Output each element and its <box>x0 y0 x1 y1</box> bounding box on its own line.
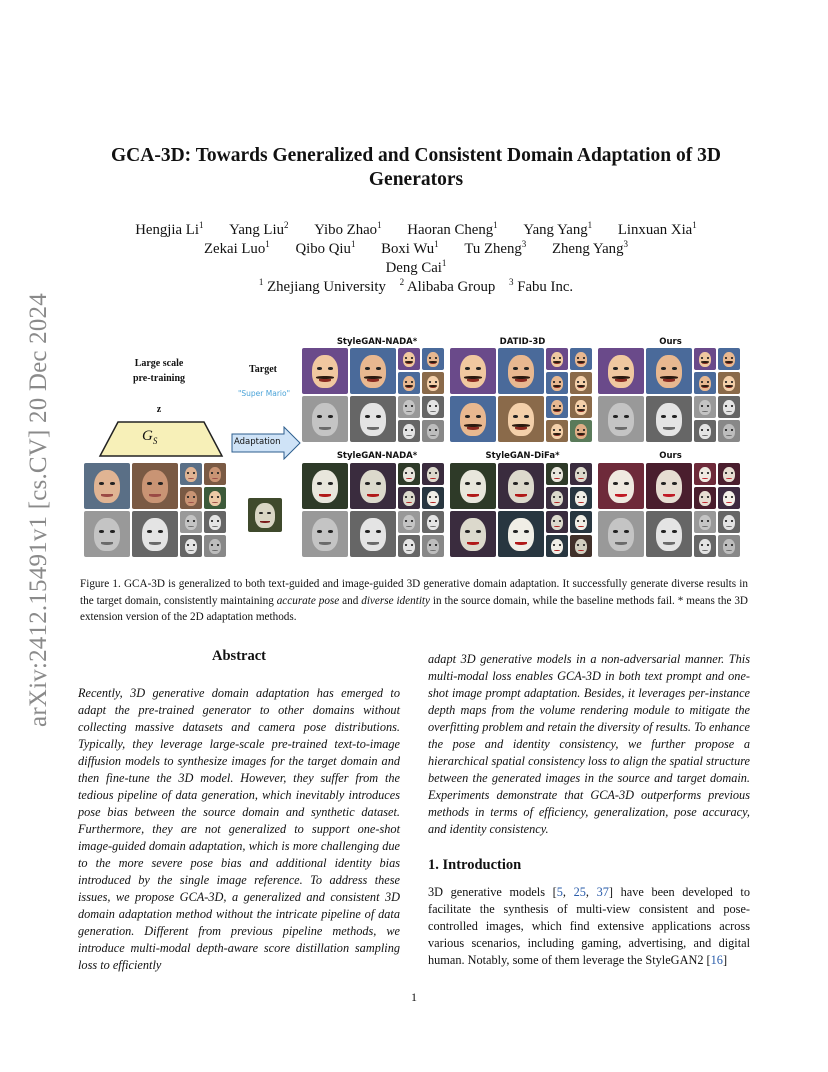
face-thumbnail <box>598 348 644 394</box>
face-thumbnail <box>546 487 568 509</box>
face-thumbnail <box>302 348 348 394</box>
face-thumbnail <box>570 487 592 509</box>
face-thumbnail <box>546 420 568 442</box>
face-thumbnail <box>718 511 740 533</box>
pretrain-label-1: Large scale <box>134 358 184 369</box>
face-thumbnail <box>598 463 644 509</box>
face-thumbnail <box>398 396 420 418</box>
face-thumbnail <box>450 396 496 442</box>
face-thumbnail <box>350 348 396 394</box>
face-thumbnail <box>694 535 716 557</box>
author: Linxuan Xia$^1$ <box>617 220 697 238</box>
face-thumbnail <box>718 535 740 557</box>
face-thumbnail <box>546 535 568 557</box>
affiliation: $^1$ Zhejiang University <box>258 277 386 295</box>
author: Deng Cai$^1$ <box>385 258 447 276</box>
face-thumbnail <box>498 396 544 442</box>
face-thumbnail <box>646 396 692 442</box>
intro-text: 3D generative models [5, 25, 37] have been developed to facilitate the synthesis of multi-view consistent and pose-controlled images, which find extensive applications across various scenarios, including gaming, advertising, and digital human. Notably, some of them leverage the StyleGAN2 [16] <box>428 885 750 967</box>
face-thumbnail <box>694 463 716 485</box>
face-thumbnail <box>570 511 592 533</box>
face-thumbnail <box>180 487 202 509</box>
face-thumbnail <box>570 535 592 557</box>
face-thumbnail <box>204 511 226 533</box>
face-thumbnail <box>84 463 130 509</box>
face-thumbnail <box>546 396 568 418</box>
author: Yang Yang$^1$ <box>523 220 593 238</box>
face-thumbnail <box>694 487 716 509</box>
face-thumbnail <box>350 396 396 442</box>
face-thumbnail <box>132 511 178 557</box>
face-thumbnail <box>694 420 716 442</box>
header-top-datid-3d: DATID-3D <box>499 337 546 347</box>
intro-heading: 1. Introduction <box>428 857 522 873</box>
face-thumbnail <box>718 396 740 418</box>
face-thumbnail <box>302 396 348 442</box>
face-thumbnail <box>546 511 568 533</box>
author: Yibo Zhao$^1$ <box>314 220 382 238</box>
face-thumbnail <box>598 511 644 557</box>
header-top-ours: Ours <box>659 337 682 347</box>
face-thumbnail <box>180 511 202 533</box>
citation-link[interactable]: 5 <box>556 885 563 899</box>
face-thumbnail <box>302 463 348 509</box>
face-thumbnail <box>350 511 396 557</box>
author-line-3 <box>60 258 772 278</box>
face-thumbnail <box>718 487 740 509</box>
face-thumbnail <box>570 463 592 485</box>
page-number: 1 <box>411 990 417 1004</box>
face-thumbnail <box>398 487 420 509</box>
arxiv-stamp: arXiv:2412.15491v1 [cs.CV] 20 Dec 2024 <box>25 293 52 727</box>
face-thumbnail <box>450 348 496 394</box>
face-thumbnail <box>570 348 592 370</box>
face-thumbnail <box>422 396 444 418</box>
affiliation: $^2$ Alibaba Group <box>399 277 496 295</box>
generator-label: $G_S$ <box>142 428 158 446</box>
face-thumbnail <box>398 535 420 557</box>
face-thumbnail <box>422 535 444 557</box>
citation-link[interactable]: 25 <box>573 885 586 899</box>
author-line-1 <box>60 220 772 240</box>
face-thumbnail <box>498 463 544 509</box>
face-thumbnail <box>570 420 592 442</box>
face-thumbnail <box>422 487 444 509</box>
face-thumbnail <box>570 372 592 394</box>
adaptation-label: Adaptation <box>234 437 281 447</box>
face-thumbnail <box>302 511 348 557</box>
header-bottom-stylegan-nada: StyleGAN-NADA* <box>336 451 418 461</box>
face-thumbnail <box>422 372 444 394</box>
face-thumbnail <box>694 372 716 394</box>
header-bottom-stylegan-difa: StyleGAN-DiFa* <box>485 451 560 461</box>
face-thumbnail <box>646 348 692 394</box>
abstract-heading: Abstract <box>212 648 266 664</box>
face-thumbnail <box>422 463 444 485</box>
face-thumbnail <box>718 420 740 442</box>
face-thumbnail <box>350 463 396 509</box>
header-top-stylegan-nada: StyleGAN-NADA* <box>336 337 418 347</box>
face-thumbnail <box>498 511 544 557</box>
author: Boxi Wu$^1$ <box>381 239 439 257</box>
face-thumbnail <box>570 396 592 418</box>
author: Qibo Qiu$^1$ <box>295 239 356 257</box>
face-thumbnail <box>132 463 178 509</box>
abstract-text-right: adapt 3D generative models in a non-adversarial manner. This multi-modal loss enables GCA-3D in both text prompt and one-shot image prompt adaptation. Besides, it leverages per-instance depth maps from the volume rendering module to mitigate the overfitting problem and retain the diversity of results. To enhance the pose and identity consistency, we further propose a hierarchical spatial consistency loss to align the spatial structure between the generated images in the source and target domain. Experiments demonstrate that GCA-3D outperforms previous methods in terms of efficiency, generalization, pose accuracy, and identity consistency. <box>428 652 750 836</box>
author-line-2 <box>60 239 772 259</box>
z-label: z <box>156 404 162 415</box>
face-thumbnail <box>498 348 544 394</box>
author: Hengjia Li$^1$ <box>135 220 204 238</box>
author: Tu Zheng$^3$ <box>464 239 527 257</box>
face-thumbnail <box>694 396 716 418</box>
face-thumbnail <box>422 420 444 442</box>
author: Haoran Cheng$^1$ <box>407 220 498 238</box>
face-thumbnail <box>646 463 692 509</box>
face-thumbnail <box>598 396 644 442</box>
face-thumbnail <box>694 348 716 370</box>
face-thumbnail <box>694 511 716 533</box>
face-thumbnail <box>398 463 420 485</box>
face-thumbnail <box>422 511 444 533</box>
face-thumbnail <box>204 535 226 557</box>
face-thumbnail <box>84 511 130 557</box>
face-thumbnail <box>546 348 568 370</box>
face-thumbnail <box>450 463 496 509</box>
face-thumbnail <box>718 348 740 370</box>
citation-link[interactable]: 16 <box>710 953 723 967</box>
face-thumbnail <box>546 463 568 485</box>
face-thumbnail <box>398 372 420 394</box>
author: Yang Liu$^2$ <box>229 220 289 238</box>
abstract-text-left: Recently, 3D generative domain adaptation has emerged to adapt the pre-trained generator to other domains without collecting massive datasets and camera pose distributions. Typically, they leverage large-scale pre-trained text-to-image diffusion models to synthesize images for the target domain and then fine-tune the 3D model. However, they suffer from the tedious pipeline of data generation, which inevitably introduces pose bias between the source domain and synthetic dataset. Furthermore, they are not generalized to support one-shot image-guided domain adaptation, which is more challenging due to the more severe pose bias and additional identity bias introduced by the single image reference. To address these issues, we propose GCA-3D, a generalized and consistent 3D domain adaptation method without the intricate pipeline of data generation. Different from previous pipeline methods, we introduce multi-modal depth-aware score distillation sampling loss to efficiently <box>78 686 400 972</box>
target-label: Target <box>249 364 277 375</box>
face-thumbnail <box>204 487 226 509</box>
paper-title: GCA-3D: Towards Generalized and Consistent Domain Adaptation of 3D Generators <box>111 145 721 190</box>
face-thumbnail <box>180 535 202 557</box>
header-bottom-ours: Ours <box>659 451 682 461</box>
figure-caption: Figure 1. GCA-3D is generalized to both text-guided and image-guided 3D generative domain adaptation. It successfully generate diverse results in the target domain, consistently maintaining accurate pose and diverse identity in the source domain, while the baseline methods fail. * means the 3D extension version of the 2D adaptation methods. <box>80 578 748 623</box>
face-thumbnail <box>204 463 226 485</box>
pretrain-label-2: pre-training <box>132 373 186 384</box>
face-thumbnail <box>718 372 740 394</box>
face-thumbnail <box>546 372 568 394</box>
teaser-figure <box>82 328 744 568</box>
face-thumbnail <box>450 511 496 557</box>
affiliation: $^3$ Fabu Inc. <box>509 277 574 295</box>
affiliations <box>60 277 772 297</box>
face-thumbnail <box>398 348 420 370</box>
face-thumbnail <box>398 511 420 533</box>
joker-reference-image <box>248 498 282 532</box>
target-prompt: "Super Mario" <box>237 389 291 398</box>
author: Zekai Luo$^1$ <box>204 239 270 257</box>
generator-trapezoid <box>96 420 226 460</box>
face-thumbnail <box>398 420 420 442</box>
author: Zheng Yang$^3$ <box>551 239 628 257</box>
face-thumbnail <box>422 348 444 370</box>
face-thumbnail <box>718 463 740 485</box>
face-thumbnail <box>180 463 202 485</box>
face-thumbnail <box>646 511 692 557</box>
citation-link[interactable]: 37 <box>596 885 609 899</box>
